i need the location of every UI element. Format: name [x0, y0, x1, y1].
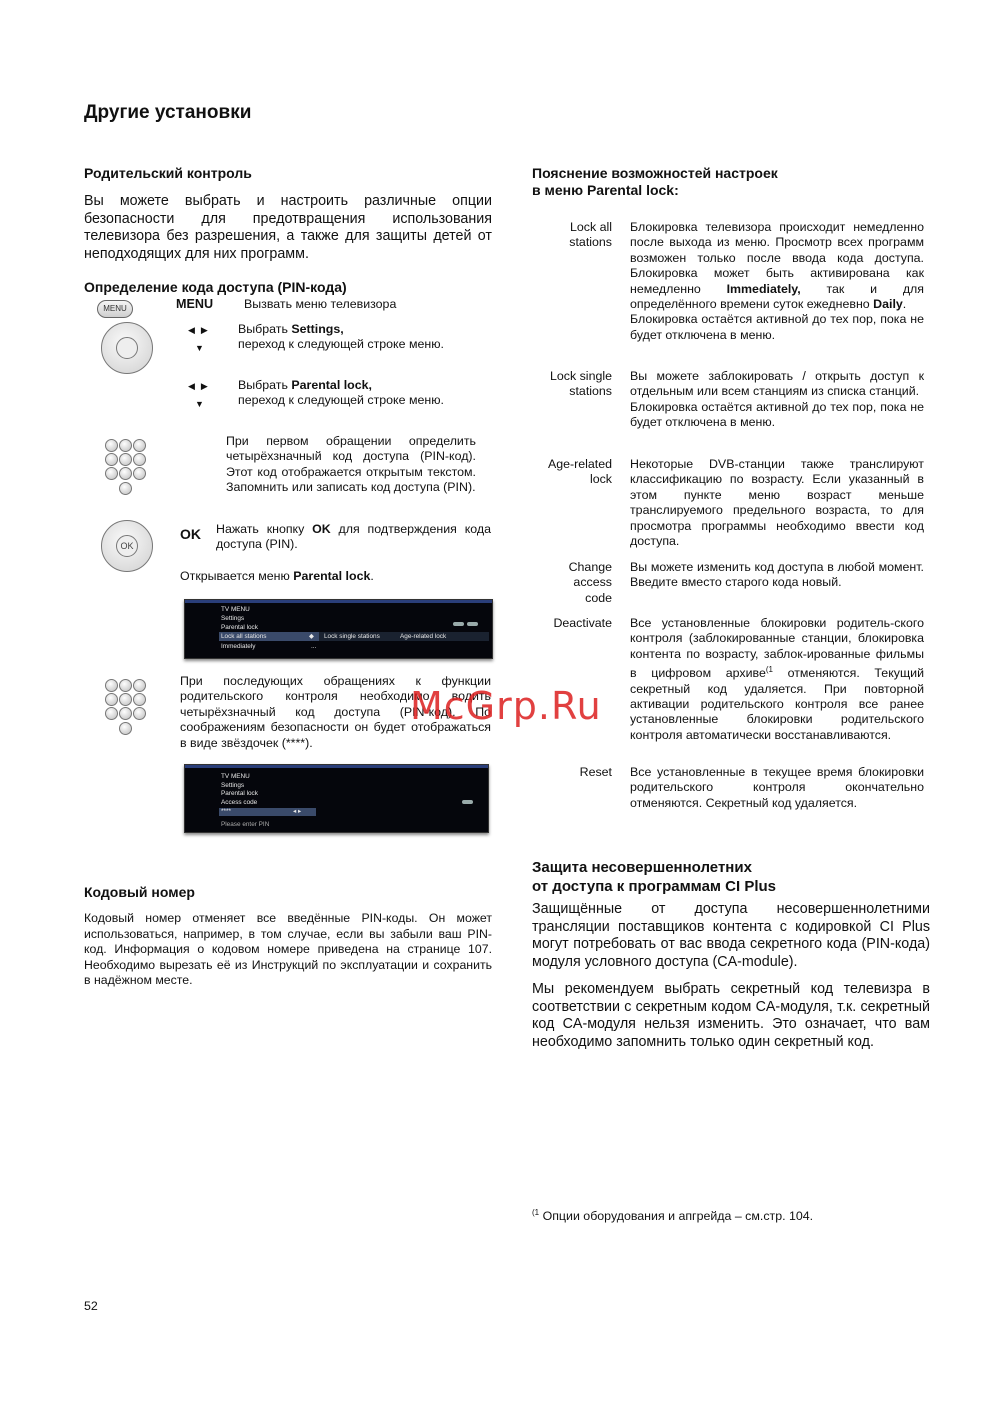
option-desc-lock-all: Блокировка телевизора происходит немедленно после выхода из меню. Просмотр всех программ возможен только после ввода кода доступа. Блокировка может быть активирована как немедленно Immediately, так и для определённого времени суток ежедневно Daily. Блокировка остаётся активной до тех пор, пока не будет отключена в меню. [630, 220, 924, 342]
tv-menu-immediately: Immediately [221, 643, 256, 650]
tv-menu-cursor: ◆ [309, 633, 314, 640]
option-desc-age-related: Некоторые DVB-станции также транслируют классификацию по возрасту. Если указанный в этом пункте меню возраст меньше транслируемого предельного возраста, то для просмотра программы необходимо ввести код доступа. [630, 457, 924, 549]
down-arrow-icon: ▼ [195, 343, 204, 353]
number-keypad-icon [104, 678, 146, 738]
menu-key-label: MENU [176, 297, 214, 311]
tv-menu-dots: ... [311, 643, 317, 650]
tv-menu-screenshot-pin [184, 764, 489, 833]
option-label-deactivate: Deactivate [553, 616, 612, 630]
menu-step-text: Вызвать меню телевизора [244, 297, 397, 311]
code-heading: Кодовый номер [84, 884, 195, 900]
tv-menu-lock-single: Lock single stations [324, 633, 380, 640]
tv-menu-title: TV MENU [221, 606, 250, 613]
down-arrow-icon: ▼ [195, 399, 204, 409]
subsequent-text: При последующих обращениях к функции родительского контроля необходимо водить четырёхзначный код доступа (PIN-код). По соображениям безопасности он будет отображаться в виде звёздочек (****). [180, 674, 491, 750]
option-label-lock-single: Lock single stations [550, 369, 612, 399]
option-desc-reset: Все установленные в текущее время блокировки родительского контроля окончательно отменяются. Секретный код удаляется. [630, 765, 924, 810]
navigation-dial-icon [101, 322, 153, 374]
options-heading: Пояснение возможностей настроек в меню Parental lock: [532, 165, 778, 198]
option-label-change-code: Change access code [568, 560, 612, 605]
ok-key-label: OK [180, 526, 201, 542]
option-desc-change-code: Вы можете изменить код доступа в любой момент. Введите вместо старого кода новый. [630, 560, 924, 590]
ci-plus-paragraph-1: Защищённые от доступа несовершеннолетними трансляции поставщиков контента с кодировкой CI Plus могут потребовать от вас ввода секретного кода (PIN-кода) модуля условного доступа (CA-module). [532, 901, 930, 970]
left-right-arrows-icon: ◀▶ [188, 381, 214, 391]
option-label-age-related: Age-related lock [547, 457, 612, 487]
tv-menu-settings: Settings [221, 782, 245, 789]
tv-menu-settings: Settings [221, 615, 245, 622]
option-desc-deactivate: Все установленные блокировки родитель-ского контроля (заблокированные станции, блокировка контента по возрасту, заблок-ированные фильмы в цифровом архиве$^{(1}$ отменяются. Текущий секретный код удаляется. При повторной активации родительского контроля все ранее установленные блокировки родительского контроля автоматически восстанавливаются. [630, 616, 924, 742]
ok-step-text: Нажать кнопку OK для подтверждения кода доступа (PIN). [216, 522, 491, 552]
option-desc-lock-single: Вы можете заблокировать / открыть доступ к отдельным или всем станциям из списка станций. Блокировка остаётся активной до тех пор, пока не будет отключена в меню. [630, 369, 924, 430]
opens-menu-text: Открывается меню Parental lock. [180, 569, 374, 583]
tv-menu-title: TV MENU [221, 773, 250, 780]
tv-menu-screenshot-parental [184, 599, 493, 659]
parental-intro: Вы можете выбрать и настроить различные опции безопасности для предотвращения использования телевизора без разрешения, а также для защиты детей от неподходящих для них программ. [84, 193, 492, 262]
tv-menu-access-code: Access code [221, 799, 258, 806]
step-select-settings: Выбрать Settings, переход к следующей строке меню. [238, 322, 444, 352]
option-label-lock-all: Lock all stations [569, 220, 612, 250]
tv-menu-pin-stars: **** [221, 808, 231, 815]
step-select-parental-lock: Выбрать Parental lock, переход к следующей строке меню. [238, 378, 444, 408]
tv-menu-pin-prompt: Please enter PIN [221, 821, 270, 828]
code-text: Кодовый номер отменяет все введённые PIN-коды. Он может использоваться, например, в том случае, если вы забыли ваш PIN-код. Информация о кодовом номере приведена на странице 107. Необходимо вырезать её из Инструкций по эксплуатации и сохранить в надёжном месте. [84, 911, 492, 988]
ok-dial-icon: OK [101, 520, 153, 572]
pin-first-text: При первом обращении определить четырёхзначный код доступа (PIN-код). Этот код отображается открытым текстом. Запомнить или записать код доступа (PIN). [226, 434, 476, 495]
menu-button-icon: MENU [97, 300, 133, 318]
watermark: McGrp.Ru [410, 684, 602, 728]
page-title: Другие установки [84, 102, 252, 123]
tv-menu-parental-lock: Parental lock [221, 790, 258, 797]
pin-heading: Определение кода доступа (PIN-кода) [84, 279, 347, 295]
page-number: 52 [84, 1299, 98, 1313]
tv-menu-age-related: Age-related lock [400, 633, 447, 640]
parental-heading: Родительский контроль [84, 165, 252, 181]
tv-menu-input-arrows: ◂ ▸ [293, 808, 302, 815]
option-label-reset: Reset [579, 765, 612, 779]
footnote: $^{(1}$ Опции оборудования и апгрейда – см.стр. 104. [532, 1208, 814, 1223]
ci-plus-heading: Защита несовершеннолетних от доступа к программам CI Plus [532, 859, 777, 895]
number-keypad-icon [104, 438, 146, 498]
ci-plus-paragraph-2: Мы рекомендуем выбрать секретный код телевизра в соответствии с секретным кодом CA-модуля, т.к. секретный код CA-модуля нельзя изменить. Это означает, что вам необходимо запомнить только один секретный код. [532, 981, 930, 1050]
left-right-arrows-icon: ◀▶ [188, 325, 214, 335]
tv-menu-lock-all: Lock all stations [221, 633, 267, 640]
tv-menu-parental-lock: Parental lock [221, 624, 258, 631]
